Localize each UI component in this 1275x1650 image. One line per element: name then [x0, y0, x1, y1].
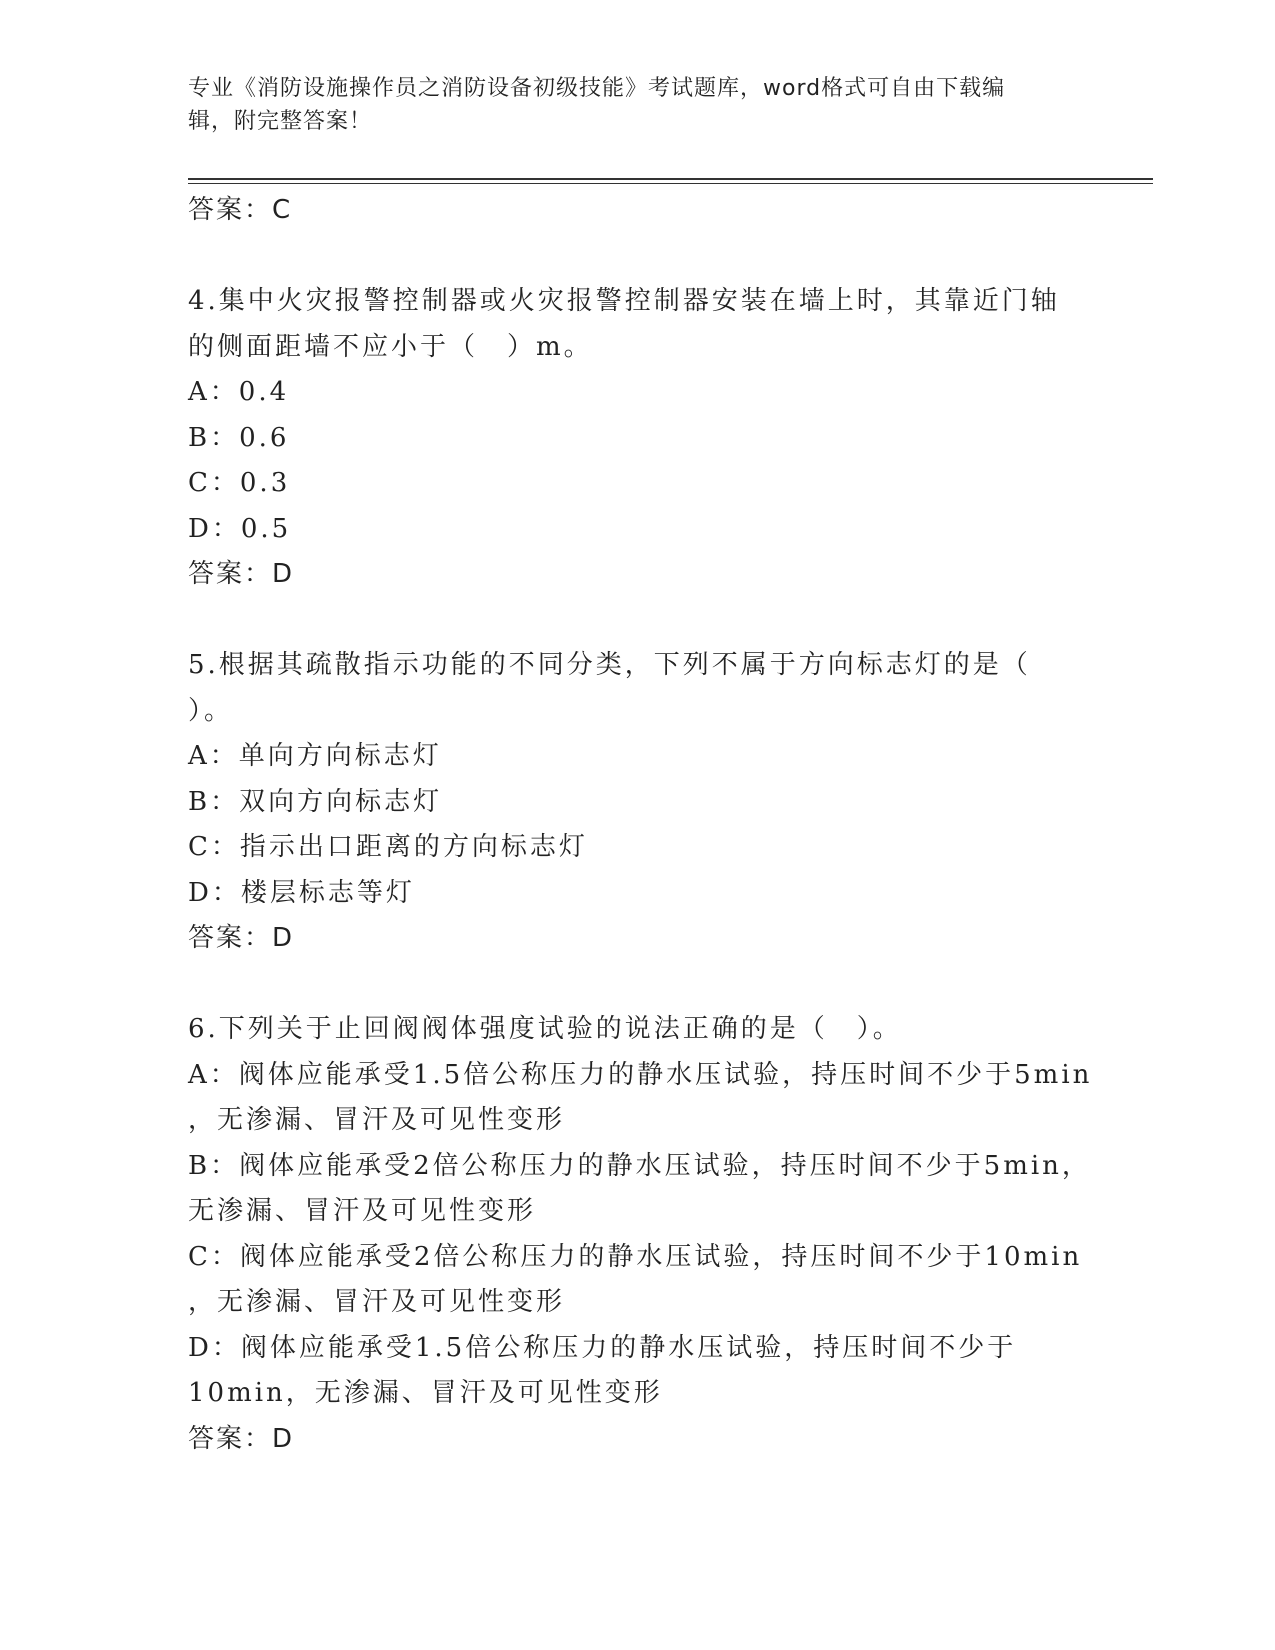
option-d: D：阀体应能承受1.5倍公称压力的静水压试验，持压时间不少于 — [188, 1332, 1017, 1363]
question-stem-line: 的侧面距墙不应小于（ ）m。 — [188, 331, 593, 362]
previous-answer: 答案：C — [188, 195, 293, 225]
question-4 — [188, 279, 1088, 598]
question-stem-line: 5.根据其疏散指示功能的不同分类，下列不属于方向标志灯的是（ — [188, 650, 1031, 680]
option-b: B：双向方向标志灯 — [188, 786, 443, 817]
header-divider-thin — [188, 183, 1153, 184]
spacer — [188, 598, 1088, 644]
answer: 答案：D — [188, 559, 295, 589]
option-a: A：阀体应能承受1.5倍公称压力的静水压试验，持压时间不少于5min — [188, 1059, 1093, 1090]
option-b-continued: 无渗漏、冒汗及可见性变形 — [188, 1196, 537, 1226]
question-6 — [188, 1007, 1093, 1462]
document-header — [188, 72, 1078, 138]
option-d: D：0.5 — [188, 513, 292, 544]
question-5 — [188, 643, 1088, 962]
question-stem-line: 6.下列关于止回阀阀体强度试验的说法正确的是（ ）。 — [188, 1014, 902, 1044]
spacer — [188, 234, 1088, 280]
option-b: B：阀体应能承受2倍公称压力的静水压试验，持压时间不少于5min， — [188, 1150, 1091, 1181]
answer: 答案：D — [188, 923, 295, 953]
option-b: B：0.6 — [188, 422, 290, 453]
header-line-2: 辑，附完整答案！ — [188, 109, 373, 134]
option-d-continued: 10min，无渗漏、冒汗及可见性变形 — [188, 1378, 663, 1408]
option-c: C：阀体应能承受2倍公称压力的静水压试验，持压时间不少于10min — [188, 1241, 1083, 1272]
option-c-continued: ，无渗漏、冒汗及可见性变形 — [188, 1287, 566, 1317]
spacer — [188, 962, 1088, 1008]
option-c: C：0.3 — [188, 468, 291, 498]
question-stem-line: 4.集中火灾报警控制器或火灾报警控制器安装在墙上时，其靠近门轴 — [188, 286, 1060, 316]
question-stem-line: ）。 — [188, 695, 234, 726]
option-d: D：楼层标志等灯 — [188, 877, 415, 908]
header-divider-thick — [188, 178, 1153, 180]
header-line-1: 专业《消防设施操作员之消防设备初级技能》考试题库，word格式可自由下载编 — [188, 76, 1006, 101]
option-a: A：单向方向标志灯 — [188, 741, 442, 771]
answer: 答案：D — [188, 1423, 295, 1454]
option-c: C：指示出口距离的方向标志灯 — [188, 832, 588, 862]
option-a-continued: ，无渗漏、冒汗及可见性变形 — [188, 1105, 566, 1135]
question-list — [188, 188, 1093, 1462]
option-a: A：0.4 — [188, 377, 290, 407]
